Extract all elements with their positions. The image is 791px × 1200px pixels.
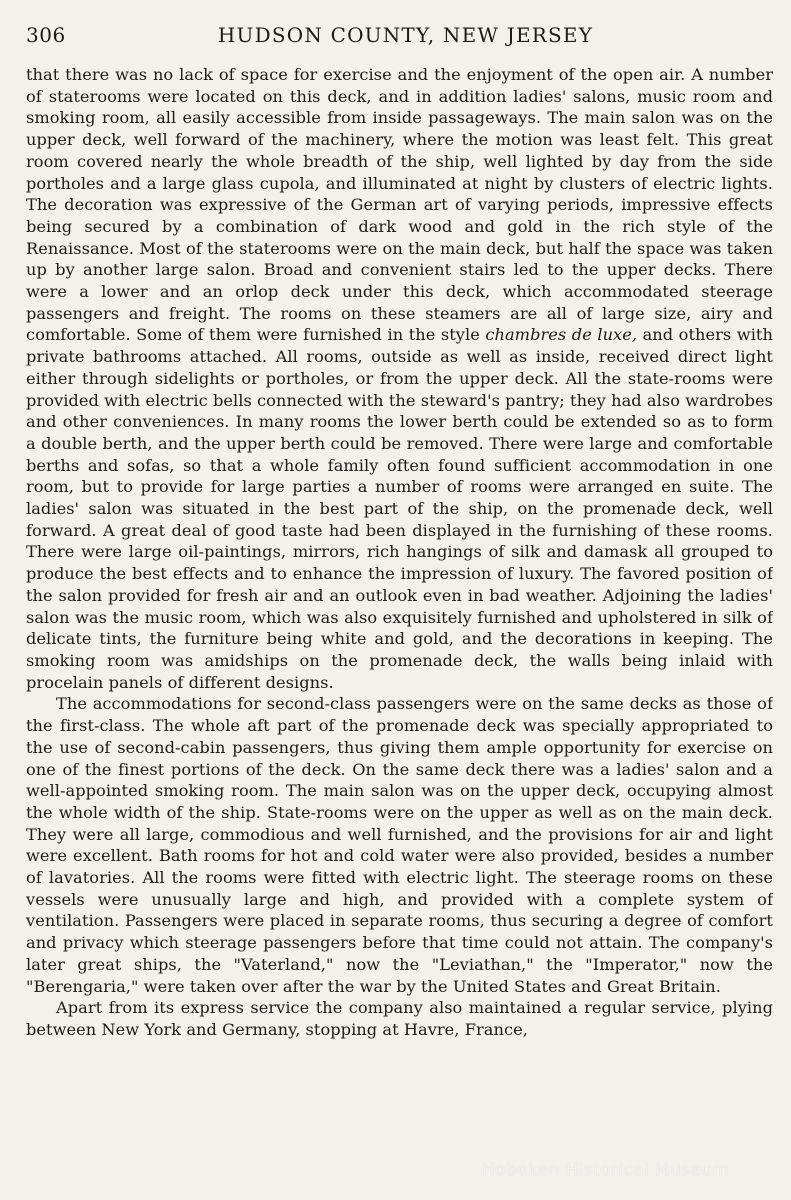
paragraph-text-before-italic: that there was no lack of space for exercise and the enjoyment of the open air. A number of staterooms were located on this deck, and in addition ladies' salons, music room and smoking room, all easily accessible from inside passageways. The main salon was on the upper deck, well forward of the machinery, where the motion was least felt. This great room covered nearly the whole breadth of the ship, well lighted by day from the side portholes and a large glass cupola, and illuminated at night by clusters of electric lights. The decoration was expressive of the German art of varying periods, impressive effects being secured by a combination of dark wood and gold in the rich style of the Renaissance. Most of the staterooms were on the main deck, but half the space was taken up by another large salon. Broad and convenient stairs led to the upper decks. There were a lower and an orlop deck under this deck, which accommodated steerage passengers and freight. The rooms on these steamers are all of large size, airy and comfortable. Some of them were furnished in the style — [26, 65, 773, 345]
museum-watermark: Hoboken Historical Museum — [482, 1160, 730, 1180]
page-number: 306 — [26, 23, 66, 47]
paragraph-text-after-italic: and others with private bathrooms attached. All rooms, outside as well as inside, received direct light either through sidelights or portholes, or from the upper deck. All the state-rooms were provided with electric bells connected with the steward's pantry; they had also wardrobes and other conveniences. In many rooms the lower berth could be extended so as to form a double berth, and the upper berth could be removed. There were large and comfortable berths and sofas, so that a whole family often found sufficient accommodation in one room, but to provide for large parties a number of rooms were arranged en suite. The ladies' salon was situated in the best part of the ship, on the promenade deck, well forward. A great deal of good taste had been displayed in the furnishing of these rooms. There were large oil-paintings, mirrors, rich hangings of silk and damask all grouped to produce the best effects and to enhance the impression of luxury. The favored position of the salon provided for fresh air and an outlook even in bad weather. Adjoining the ladies' salon was the music room, which was also exquisitely furnished and upholstered in silk of delicate tints, the furniture being white and gold, and the decorations in keeping. The smoking room was amidships on the promenade deck, the walls being inlaid with procelain panels of different designs. — [26, 325, 773, 692]
running-title: HUDSON COUNTY, NEW JERSEY — [217, 23, 594, 47]
body-text — [26, 64, 773, 1196]
page-header — [26, 20, 773, 50]
paragraph-express-service: Apart from its express service the company also maintained a regular service, plying between New York and Germany, stopping at Havre, France, — [26, 998, 773, 1039]
paragraph-first-class-accommodations — [26, 64, 773, 693]
italic-phrase: chambres de luxe, — [485, 325, 638, 345]
paragraph-second-class-accommodations: The accommodations for second-class passengers were on the same decks as those of the first-class. The whole aft part of the promenade deck was specially appropriated to the use of second-cabin passengers, thus giving them ample opportunity for exercise on one of the finest portions of the deck. On the same deck there was a ladies' salon and a well-appointed smoking room. The main salon was on the upper deck, occupying almost the whole width of the ship. State-rooms were on the upper as well as on the main deck. They were all large, commodious and well furnished, and the provisions for air and light were excellent. Bath rooms for hot and cold water were also provided, besides a number of lavatories. All the rooms were fitted with electric light. The steerage rooms on these vessels were unusually large and high, and provided with a complete system of ventilation. Passengers were placed in separate rooms, thus securing a degree of comfort and privacy which steerage passengers before that time could not attain. The company's later great ships, the "Vaterland," now the "Leviathan," the "Imperator," now the "Berengaria," were taken over after the war by the United States and Great Britain. — [26, 694, 773, 996]
